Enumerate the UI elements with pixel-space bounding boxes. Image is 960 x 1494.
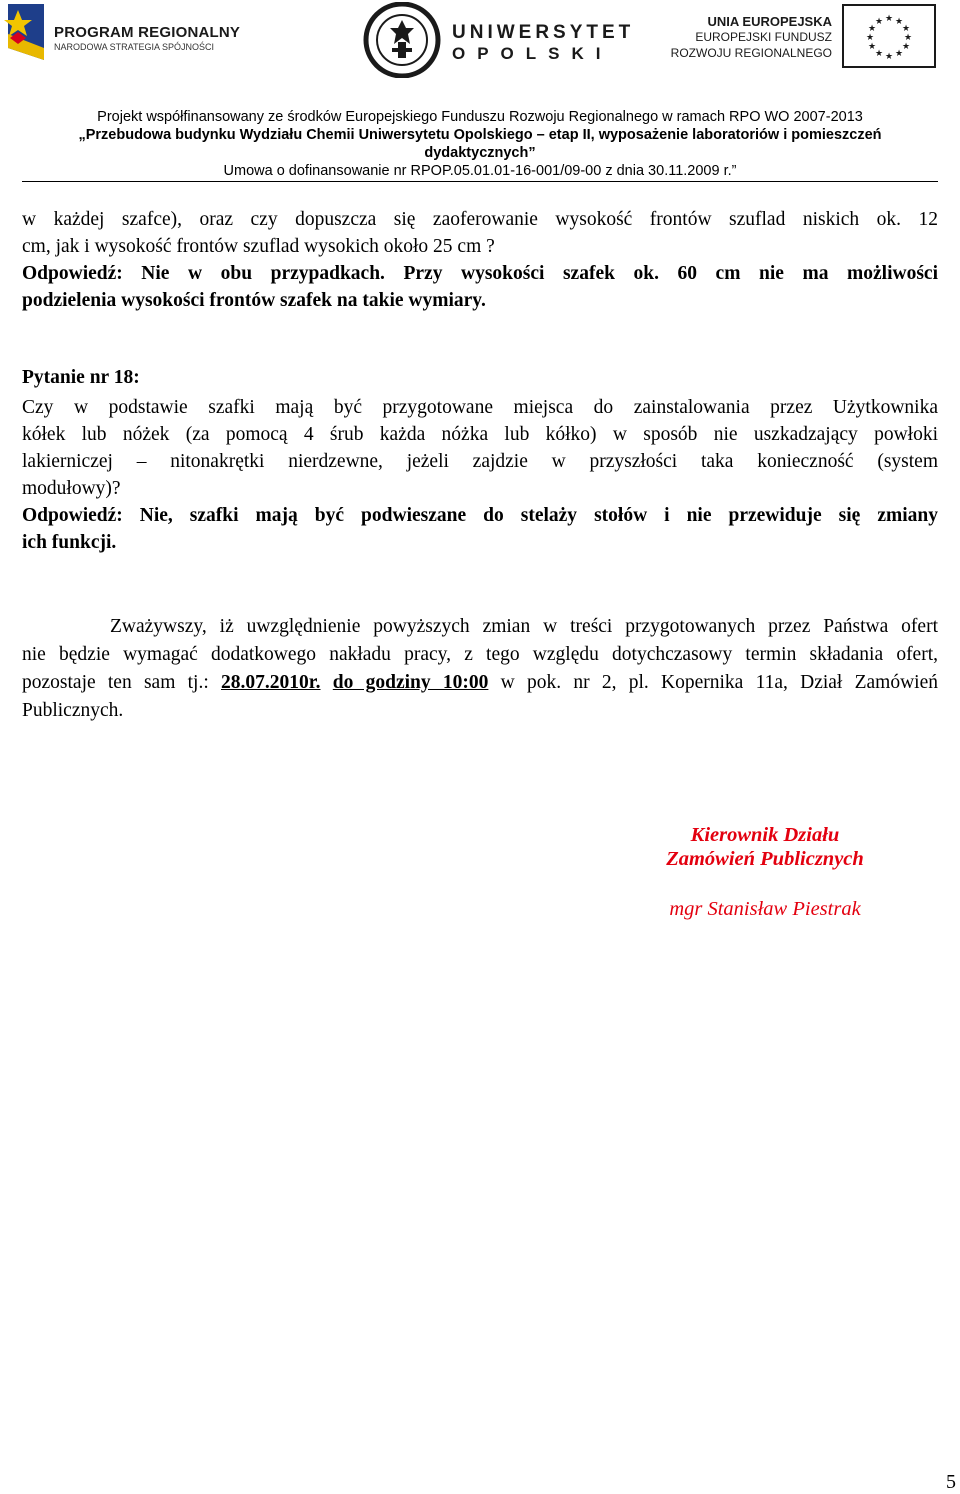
svg-text:★: ★ (901, 24, 911, 34)
closing-line: Zważywszy, iż uwzględnienie powyższych zmian w treści przygotowanych przez Państwa ofert (110, 616, 938, 637)
program-regionalny-emblem-icon (4, 4, 48, 60)
deadline-date: 28.07.2010r. (221, 672, 321, 693)
svg-text:★: ★ (865, 33, 875, 43)
question-text-line: Czy w podstawie szafki mają być przygotowane miejsca do zainstalowania przez Użytkownika (22, 397, 938, 418)
closing-paragraph (22, 613, 938, 725)
svg-text:★: ★ (901, 42, 911, 52)
question-text-line: lakierniczej – nitonakrętki nierdzewne, jeżeli zajdzie w przyszłości taka konieczność (system (22, 451, 938, 472)
question-18-title: Pytanie nr 18: (22, 367, 140, 388)
signature-name: mgr Stanisław Piestrak (669, 898, 861, 920)
eu-logo-line3: ROZWOJU REGIONALNEGO (670, 46, 832, 60)
svg-text:★: ★ (903, 33, 913, 43)
svg-text:★: ★ (884, 14, 894, 24)
project-title-line2: dydaktycznych” (424, 145, 536, 161)
signature-title-line2: Zamówień Publicznych (666, 848, 864, 870)
answer-text-line: ich funkcji. (22, 532, 117, 553)
university-name-line1: UNIWERSYTET (452, 22, 635, 43)
university-name-line2: OPOLSKI (452, 44, 613, 63)
closing-line: nie będzie wymagać dodatkowego nakładu pracy, z tego względu dotychczasowy termin składania ofert, (22, 644, 938, 665)
svg-text:★: ★ (884, 52, 894, 62)
eu-logo-line2: EUROPEJSKI FUNDUSZ (695, 30, 832, 44)
header-logos (0, 0, 960, 86)
closing-line: Publicznych. (22, 700, 124, 721)
project-title-line1: „Przebudowa budynku Wydziału Chemii Uniwersytetu Opolskiego – etap II, wyposażenie laboratoriów i pomieszczeń (78, 127, 882, 143)
page-number: 5 (946, 1471, 956, 1493)
deadline-space (321, 672, 333, 693)
closing-line-deadline (22, 669, 938, 697)
signature-title-line1: Kierownik Działu (690, 824, 840, 846)
eu-logo (670, 4, 940, 70)
eu-logo-line1: UNIA EUROPEJSKA (707, 14, 832, 29)
answer-text-line: Odpowiedź: Nie w obu przypadkach. Przy wysokości szafek ok. 60 cm nie ma możliwości (22, 263, 938, 284)
deadline-prefix: pozostaje ten sam tj.: (22, 672, 222, 693)
svg-text:★: ★ (894, 17, 904, 27)
svg-text:★: ★ (874, 49, 884, 59)
answer-text-line: podzielenia wysokości frontów szafek na takie wymiary. (22, 290, 486, 311)
question-text-line: kółek lub nóżek (za pomocą 4 śrub każda nóżka lub kółko) w sposób nie uszkadzający powłoki (22, 424, 938, 445)
question-text-line: cm, jak i wysokość frontów szuflad wysokich około 25 cm ? (22, 236, 495, 257)
question-18-body (22, 394, 938, 556)
program-logo-title: PROGRAM REGIONALNY (54, 24, 241, 41)
university-seal-icon (362, 2, 442, 78)
project-agreement-line: Umowa o dofinansowanie nr RPOP.05.01.01-16-001/09-00 z dnia 30.11.2009 r.” (223, 163, 737, 179)
deadline-suffix: w pok. nr 2, pl. Kopernika 11a, Dział Zamówień (488, 672, 938, 693)
eu-flag-icon (842, 4, 936, 68)
header-divider (22, 181, 938, 182)
svg-text:★: ★ (874, 17, 884, 27)
question-text-line: w każdej szafce), oraz czy dopuszcza się zaoferowanie wysokość frontów szuflad niskich ok. 12 (22, 209, 938, 230)
question-text-line: modułowy)? (22, 478, 121, 499)
previous-question-continuation (22, 206, 938, 314)
deadline-time: do godziny 10:00 (332, 672, 489, 693)
svg-text:★: ★ (894, 49, 904, 59)
answer-text-line: Odpowiedź: Nie, szafki mają być podwieszane do stelaży stołów i nie przewiduje się zmiany (22, 505, 938, 526)
svg-text:★: ★ (867, 42, 877, 52)
project-funding-line: Projekt współfinansowany ze środków Europejskiego Funduszu Rozwoju Regionalnego w ramach RPO WO 2007-2013 (97, 109, 863, 125)
program-logo-subtitle: NARODOWA STRATEGIA SPÓJNOŚCI (54, 42, 215, 52)
svg-text:★: ★ (867, 24, 877, 34)
university-logo (362, 2, 635, 78)
program-regionalny-logo (4, 4, 241, 60)
